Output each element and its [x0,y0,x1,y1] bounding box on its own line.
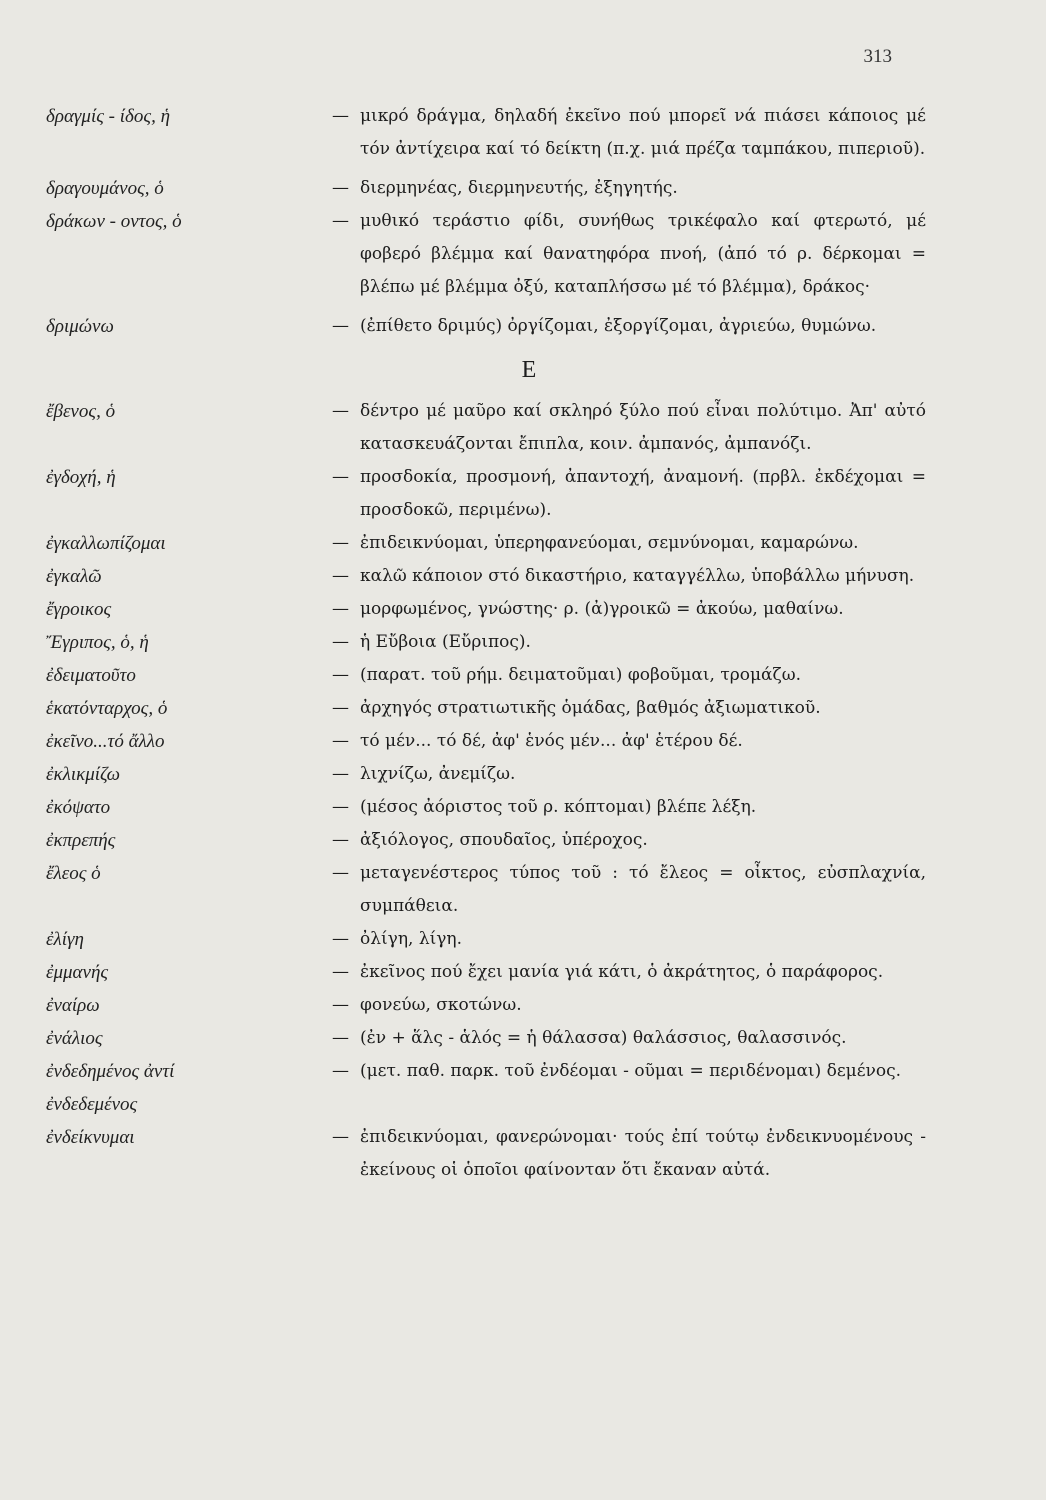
entry-definition: — προσδοκία, προσμονή, ἀπαντοχή, ἀναμονή. (πρβλ. ἐκδέχομαι = προσδοκῶ, περιμένω). [332,461,926,527]
glossary-entry [46,100,926,166]
entry-term: ἑκατόνταρχος, ὁ [46,698,168,719]
entry-term: ἐκόψατο [46,797,111,818]
entry-definition: — μυθικό τεράστιο φίδι, συνήθως τρικέφαλο καί φτερωτό, μέ φοβερό βλέμμα καί θανατηφόρα πνοή, (ἀπό τό ρ. δέρκομαι = βλέπω μέ βλέμμα ὀξύ, καταπλήσσω μέ τό βλέμμα), δράκος· [332,205,926,304]
entry-term: ἐκλικμίζω [46,764,121,785]
glossary-entry [46,758,926,791]
entry-definition: — δέντρο μέ μαῦρο καί σκληρό ξύλο πού εἶναι πολύτιμο. Ἀπ' αὐτό κατασκευάζονται ἔπιπλα, κοιν. ἀμπανός, ἀμπανόζι. [332,395,926,461]
entry-term: ἐνδεδημένος ἀντί ἐνδεδεμένος [46,1061,175,1115]
entry-definition: — (μέσος ἀόριστος τοῦ ρ. κόπτομαι) βλέπε λέξη. [332,791,926,824]
entry-definition: — τό μέν... τό δέ, ἀφ' ἑνός μέν... ἀφ' ἑτέρου δέ. [332,725,926,758]
entry-definition: — ὀλίγη, λίγη. [332,923,926,956]
entry-definition: — ἀρχηγός στρατιωτικῆς ὁμάδας, βαθμός ἀξιωματικοῦ. [332,692,926,725]
entry-term: δραγμίς - ίδος, ἡ [46,106,171,127]
glossary-entry [46,527,926,560]
entry-definition: — ἡ Εὔβοια (Εὔριπος). [332,626,926,659]
entry-term: ἔγροικος [46,599,112,620]
glossary-entry [46,461,926,527]
glossary-entry [46,1022,926,1055]
entry-definition: — (ἐπίθετο δριμύς) ὀργίζομαι, ἐξοργίζομαι, ἀγριεύω, θυμώνω. [332,310,926,343]
entry-term: ἐλίγη [46,929,84,950]
glossary-entry [46,593,926,626]
page-number: 313 [863,46,892,67]
glossary-entry [46,989,926,1022]
entry-term: ἐναίρω [46,995,100,1016]
entries-before-section [46,100,926,343]
entry-definition: — ἐπιδεικνύομαι, ὑπερηφανεύομαι, σεμνύνομαι, καμαρώνω. [332,527,926,560]
glossary-entry [46,1121,926,1187]
entry-definition: — λιχνίζω, ἀνεμίζω. [332,758,926,791]
entry-term: ἐκπρεπής [46,830,116,851]
entry-definition: — μικρό δράγμα, δηλαδή ἐκεῖνο πού μπορεῖ νά πιάσει κάποιος μέ τόν ἀντίχειρα καί τό δείκτη (π.χ. μιά πρέζα ταμπάκου, πιπεριοῦ). [332,100,926,166]
entry-definition: — μεταγενέστερος τύπος τοῦ : τό ἔλεος = οἶκτος, εὐσπλαχνία, συμπάθεια. [332,857,926,923]
entry-definition: — φονεύω, σκοτώνω. [332,989,926,1022]
glossary-entry [46,626,926,659]
entries-after-section [46,395,926,1187]
entry-term: ἔβενος, ὁ [46,401,116,422]
entry-definition: — διερμηνέας, διερμηνευτής, ἐξηγητής. [332,172,926,205]
entry-term: δριμώνω [46,316,114,337]
glossary-entry [46,857,926,923]
entry-term: ἐμμανής [46,962,109,983]
glossary-entry [46,956,926,989]
entry-term: δραγουμάνος, ὁ [46,178,164,199]
glossary-entry [46,725,926,758]
entry-term: ἐνάλιος [46,1028,103,1049]
entry-term: ἔλεος ὁ [46,863,101,884]
entry-term: Ἔγριπος, ὁ, ἡ [46,632,149,653]
glossary-entry [46,1055,926,1121]
entry-definition: — καλῶ κάποιον στό δικαστήριο, καταγγέλλω, ὑποβάλλω μήνυση. [332,560,926,593]
entry-term: ἐγκαλλωπίζομαι [46,533,166,554]
entry-term: ἐγδοχή, ἡ [46,467,116,488]
glossary-entry [46,791,926,824]
glossary-entry [46,824,926,857]
glossary-entry [46,172,926,205]
entry-definition: — ἀξιόλογος, σπουδαῖος, ὑπέροχος. [332,824,926,857]
entry-term: ἐκεῖνο...τό ἄλλο [46,731,165,752]
glossary-entry [46,692,926,725]
entry-definition: — (παρατ. τοῦ ρήμ. δειματοῦμαι) φοβοῦμαι, τρομάζω. [332,659,926,692]
entry-definition: — (ἐν + ἅλς - ἁλός = ἡ θάλασσα) θαλάσσιος, θαλασσινός. [332,1022,926,1055]
entry-definition: — (μετ. παθ. παρκ. τοῦ ἐνδέομαι - οῦμαι = περιδένομαι) δεμένος. [332,1055,926,1088]
glossary-entries [46,100,926,1187]
entry-term: ἐγκαλῶ [46,566,102,587]
section-letter-heading: Ε [521,357,537,383]
glossary-entry [46,310,926,343]
glossary-entry [46,659,926,692]
glossary-entry [46,395,926,461]
entry-term: ἐδειματοῦτο [46,665,136,686]
entry-definition: — ἐπιδεικνύομαι, φανερώνομαι· τούς ἐπί τούτῳ ἐνδεικνυομένους - ἐκείνους οἱ ὁποῖοι φαίνονταν ὅτι ἔκαναν αὐτά. [332,1121,926,1187]
glossary-entry [46,560,926,593]
entry-definition: — ἐκεῖνος πού ἔχει μανία γιά κάτι, ὁ ἀκράτητος, ὁ παράφορος. [332,956,926,989]
entry-term: δράκων - οντος, ὁ [46,211,182,232]
entry-term: ἐνδείκνυμαι [46,1127,135,1148]
entry-definition: — μορφωμένος, γνώστης· ρ. (ἀ)γροικῶ = ἀκούω, μαθαίνω. [332,593,926,626]
glossary-entry [46,205,926,304]
glossary-entry [46,923,926,956]
